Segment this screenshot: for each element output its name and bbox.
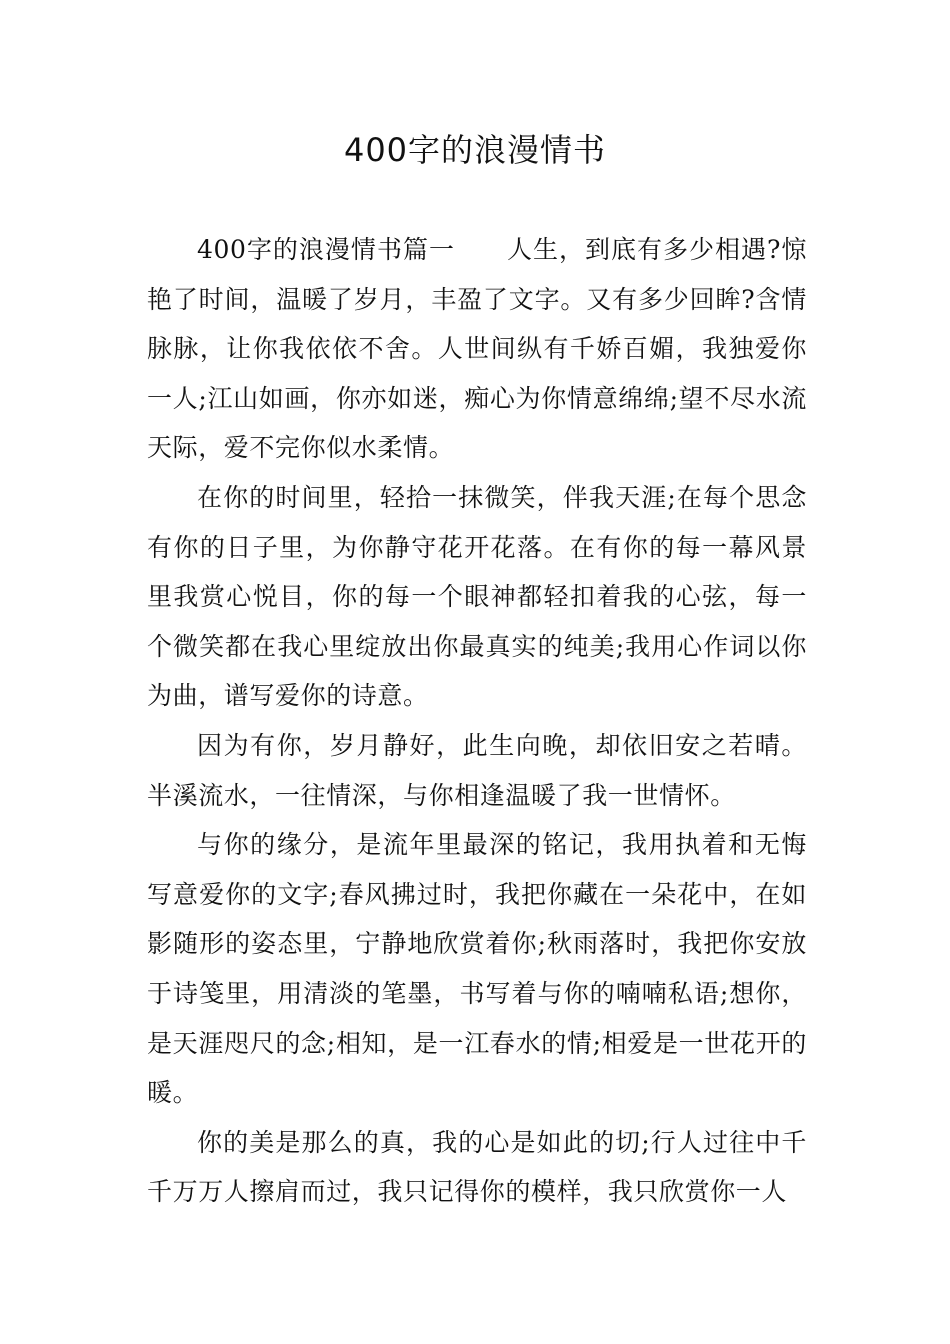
paragraph: 与你的缘分，是流年里最深的铭记，我用执着和无悔写意爱你的文字;春风拂过时，我把你藏在一朵花中，在如影随形的姿态里，宁静地欣赏着你;秋雨落时，我把你安放于诗笺里，用清淡的笔墨，书写着与你的喃喃私语;想你，是天涯咫尺的念;相知，是一江春水的情;相爱是一世花开的暖。 xyxy=(147,830,807,1108)
paragraph: 400字的浪漫情书篇一 人生，到底有多少相遇?惊艳了时间，温暖了岁月，丰盈了文字。又有多少回眸?含情脉脉，让你我依依不舍。人世间纵有千娇百媚，我独爱你一人;江山如画，你亦如迷，痴心为你情意绵绵;望不尽水流天际，爱不完你似水柔情。 xyxy=(147,235,807,463)
paragraph: 因为有你，岁月静好，此生向晚，却依旧安之若晴。半溪流水，一往情深，与你相逢温暖了我一世情怀。 xyxy=(147,730,807,810)
document-title: 400字的浪漫情书 xyxy=(343,131,607,169)
paragraph: 你的美是那么的真，我的心是如此的切;行人过往中千千万万人擦肩而过，我只记得你的模样，我只欣赏你一人 xyxy=(147,1127,807,1207)
paragraph: 在你的时间里，轻拾一抹微笑，伴我天涯;在每个思念有你的日子里，为你静守花开花落。在有你的每一幕风景里我赏心悦目，你的每一个眼神都轻扣着我的心弦，每一个微笑都在我心里绽放出你最真实的纯美;我用心作词以你为曲，谱写爱你的诗意。 xyxy=(147,482,807,711)
document-body xyxy=(147,225,807,1217)
